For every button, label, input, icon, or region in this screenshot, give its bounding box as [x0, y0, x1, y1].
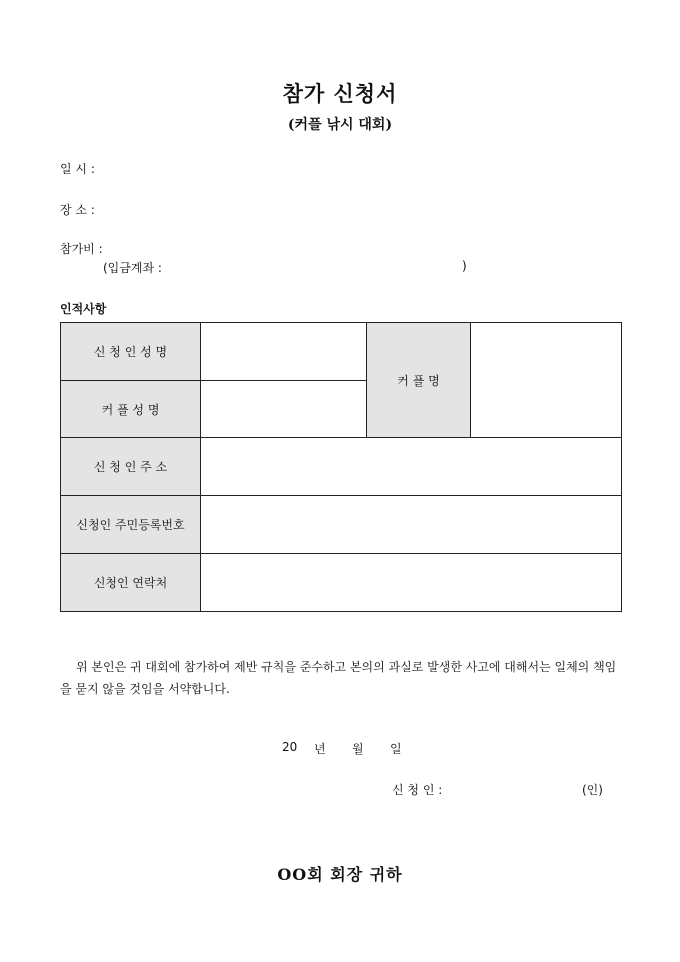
- account-label: (입금계좌 :: [103, 261, 162, 275]
- couple-alias-label: 커 플 명: [367, 323, 471, 438]
- place-label: 장 소 :: [60, 203, 95, 217]
- applicant-id-field[interactable]: [201, 496, 622, 554]
- footer-addressee: OO회 회장 귀하: [277, 865, 403, 884]
- pledge-text: 위 본인은 귀 대회에 참가하여 제반 규칙을 준수하고 본의의 과실로 발생한 사고에 대해서는 일체의 책임을 묻지 않을 것임을 서약합니다.: [60, 660, 617, 696]
- date-year-prefix: 20: [282, 740, 298, 754]
- document-subtitle: (커플 낚시 대회): [287, 117, 393, 133]
- applicant-contact-field[interactable]: [201, 554, 622, 612]
- account-close: ): [462, 259, 467, 273]
- applicant-name-label: 신 청 인 성 명: [61, 323, 201, 381]
- date-year: 년: [314, 742, 326, 756]
- date-label: 일 시 :: [60, 162, 95, 176]
- fee-label: 참가비 :: [60, 242, 103, 256]
- applicant-address-field[interactable]: [201, 438, 622, 496]
- signature-seal: (인): [582, 783, 603, 797]
- applicant-contact-label: 신청인 연락처: [61, 554, 201, 612]
- date-month: 월: [352, 742, 364, 756]
- section-title: 인적사항: [60, 302, 107, 316]
- couple-alias-field[interactable]: [471, 323, 622, 438]
- applicant-name-field[interactable]: [201, 323, 367, 381]
- couple-name-field[interactable]: [201, 381, 367, 438]
- signature-label: 신 청 인 :: [392, 783, 443, 797]
- document-title: 참가 신청서: [282, 81, 398, 106]
- applicant-id-label: 신청인 주민등록번호: [61, 496, 201, 554]
- personal-info-table: [60, 322, 622, 612]
- date-day: 일: [390, 742, 402, 756]
- applicant-address-label: 신 청 인 주 소: [61, 438, 201, 496]
- couple-name-label: 커 플 성 명: [61, 381, 201, 438]
